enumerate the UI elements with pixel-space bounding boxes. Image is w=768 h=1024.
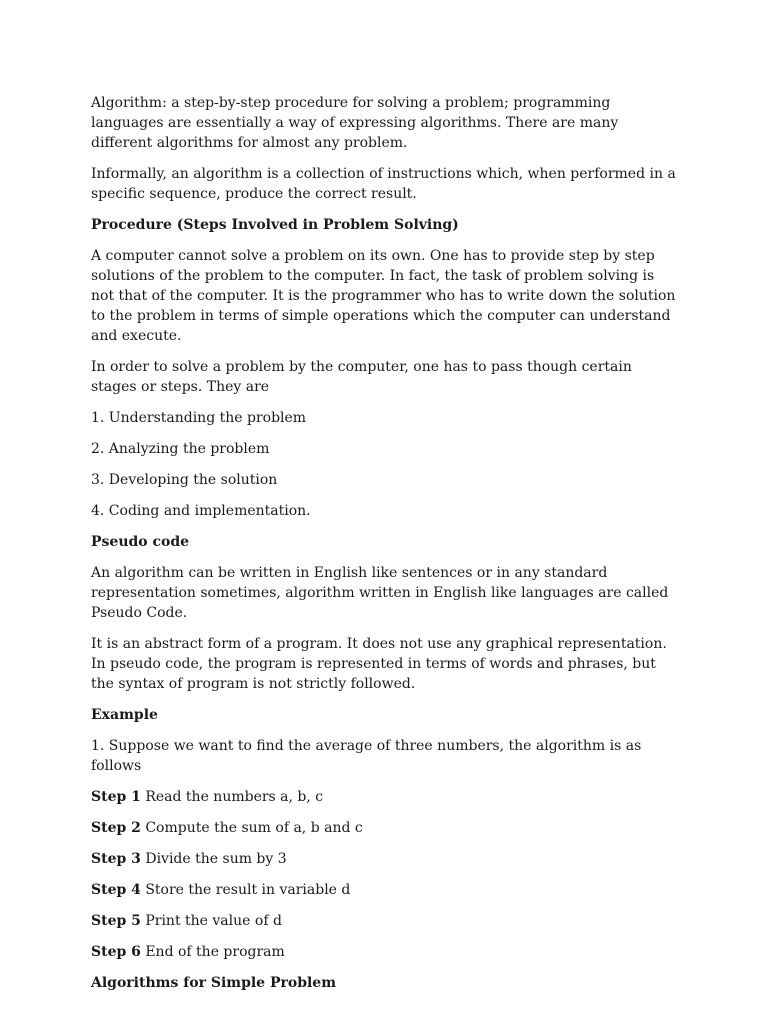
step-text: Compute the sum of a, b and c [140,820,363,836]
pseudo-paragraph-2: It is an abstract form of a program. It does not use any graphical representation. In pseudo code, the program is represented in terms of words and phrases, but the syntax of program is not strictly followed. [91,636,667,692]
pseudo-code-heading: Pseudo code [91,534,190,550]
procedure-heading: Procedure (Steps Involved in Problem Solving) [91,217,459,233]
step-line [91,911,681,931]
intro-paragraph-2: Informally, an algorithm is a collection of instructions which, when performed in a specific sequence, produce the correct result. [91,166,676,202]
document-page [91,93,681,1004]
step-label: Step 5 [91,913,141,929]
step-label: Step 3 [91,851,141,867]
example-heading: Example [91,707,158,723]
step-label: Step 4 [91,882,141,898]
stage-item: 4. Coding and implementation. [91,503,311,519]
step-label: Step 6 [91,944,141,960]
stage-item: 1. Understanding the problem [91,410,307,426]
step-label: Step 2 [91,820,141,836]
intro-paragraph-1: Algorithm: a step-by-step procedure for solving a problem; programming languages are essentially a way of expressing algorithms. There are many different algorithms for almost any problem. [91,95,619,151]
stage-item: 2. Analyzing the problem [91,441,270,457]
example-intro: 1. Suppose we want to find the average of three numbers, the algorithm is as follows [91,738,642,774]
step-text: Print the value of d [140,913,282,929]
step-text: Divide the sum by 3 [140,851,287,867]
pseudo-paragraph-1: An algorithm can be written in English like sentences or in any standard representation sometimes, algorithm written in English like languages are called Pseudo Code. [91,565,669,621]
step-line [91,787,681,807]
stage-item: 3. Developing the solution [91,472,278,488]
step-text: End of the program [140,944,285,960]
procedure-paragraph-2: In order to solve a problem by the computer, one has to pass though certain stages or steps. They are [91,359,632,395]
step-line [91,880,681,900]
step-label: Step 1 [91,789,141,805]
step-line [91,818,681,838]
step-text: Store the result in variable d [140,882,351,898]
procedure-paragraph-1: A computer cannot solve a problem on its own. One has to provide step by step solutions of the problem to the computer. In fact, the task of problem solving is not that of the computer. It is the programmer who has to write down the solution to the problem in terms of simple operations which the computer can understand and execute. [91,248,676,344]
step-line [91,849,681,869]
step-text: Read the numbers a, b, c [140,789,324,805]
simple-problem-heading: Algorithms for Simple Problem [91,975,337,991]
step-line [91,942,681,962]
